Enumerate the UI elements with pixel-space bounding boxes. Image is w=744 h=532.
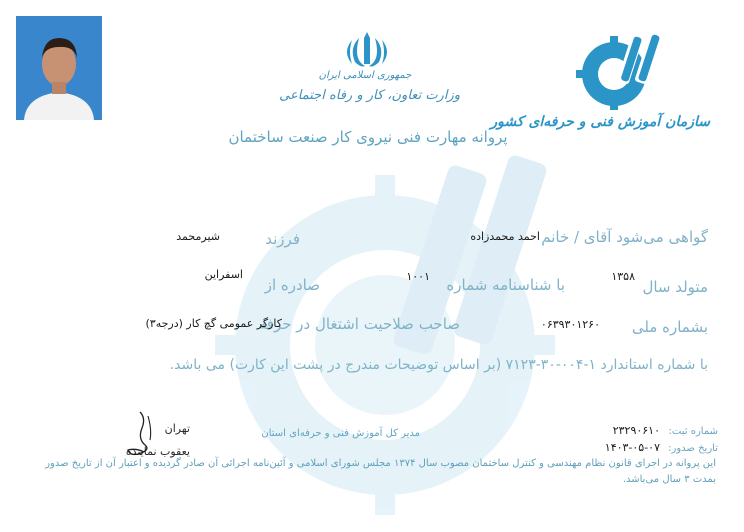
issued-label: صادره از [264, 276, 320, 294]
signer-name: یعقوب نماینده [125, 445, 190, 458]
national-id-label: بشماره ملی [631, 318, 708, 336]
director-label: مدیر کل آموزش فنی و حرفه‌ای استان [261, 428, 420, 439]
birth-year: ۱۳۵۸ [611, 270, 635, 283]
issue-date-label: تاریخ صدور: [668, 443, 718, 454]
child-of-label: فرزند [265, 230, 300, 248]
organization-name: سازمان آموزش فنی و حرفه‌ای کشور [490, 114, 710, 130]
province-name: تهران [164, 422, 190, 435]
id-number: ۱۰۰۱ [406, 270, 430, 283]
signature-image [122, 410, 162, 458]
person-silhouette-icon [16, 16, 102, 120]
issued-place: اسفراین [204, 268, 243, 281]
tvto-logo-icon [572, 30, 662, 110]
national-id-number: ۰۶۳۹۳۰۱۲۶۰ [540, 318, 600, 331]
cert-number: ۲۳۲۹۰۶۱۰ [612, 424, 660, 437]
iran-emblem-icon [345, 30, 389, 70]
certificate-title: پروانه مهارت فنی نیروی کار صنعت ساختمان [228, 128, 508, 146]
cert-number-label: شماره ثبت: [668, 426, 718, 437]
qualified-label: صاحب صلاحیت اشتغال در حرفه [258, 315, 460, 333]
birth-label: متولد سال [642, 278, 708, 296]
father-name: شیرمحمد [176, 230, 220, 243]
profession: کارگر عمومی گچ کار (درجه۳) [145, 317, 282, 330]
applicant-photo [16, 16, 102, 120]
id-label: با شناسنامه شماره [446, 276, 565, 294]
republic-text: جمهوری اسلامی ایران [318, 70, 412, 81]
standard-line: با شماره استاندارد ۱-۰۰۴-۳۰-۷۱۲۳ (بر اساس توضیحات مندرج در پشت این کارت) می باشد. [169, 357, 708, 373]
holder-name: احمد محمدزاده [470, 230, 540, 243]
certify-label: گواهی می‌شود آقای / خانم [541, 228, 708, 246]
ministry-text: وزارت تعاون، کار و رفاه اجتماعی [279, 88, 460, 103]
issue-date: ۱۴۰۳-۰۵-۰۷ [604, 441, 660, 454]
legal-note: این پروانه در اجرای قانون نظام مهندسی و کنترل ساختمان مصوب سال ۱۳۷۴ مجلس شورای اسلامی و آئین‌نامه اجرائی آن صادر گردیده و اعتبار آن از تاریخ صدور بمدت ۳ سال می‌باشد. [45, 458, 716, 485]
